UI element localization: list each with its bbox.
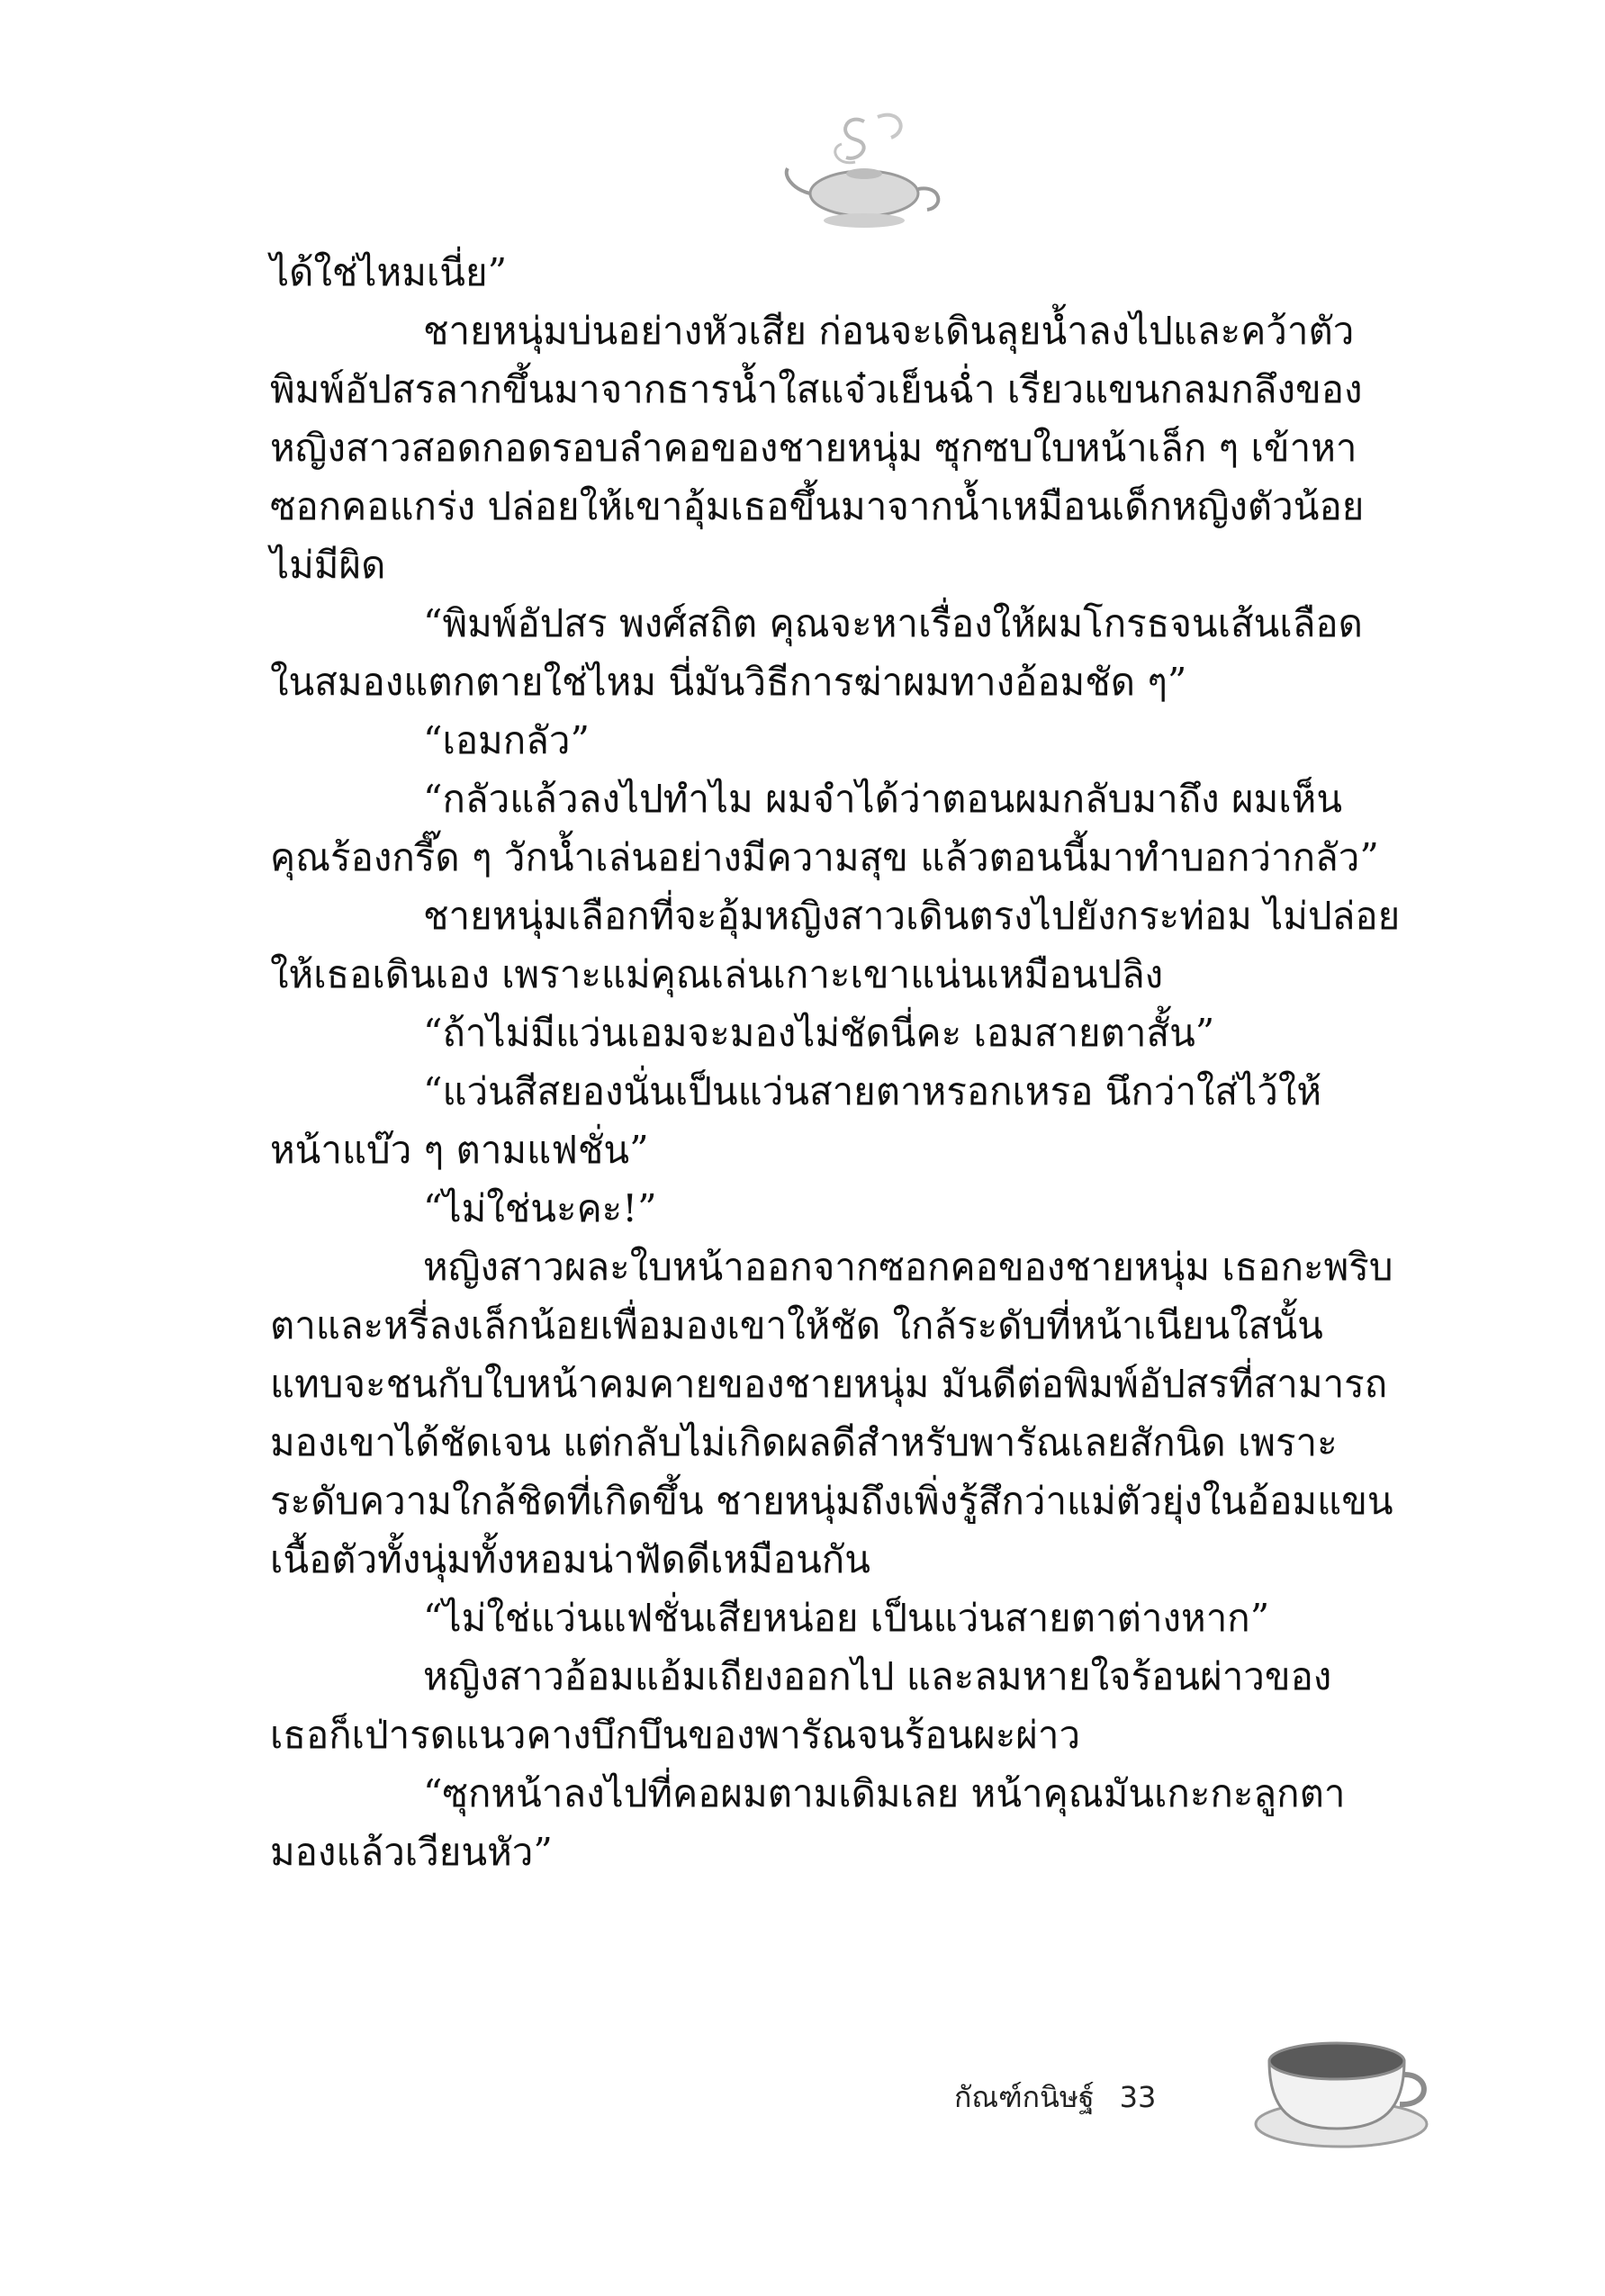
text-line: หญิงสาวอ้อมแอ้มเถียงออกไป และลมหายใจร้อนผ่าวของ — [423, 1654, 1332, 1698]
text-line: หน้าแบ๊ว ๆ ตามแฟชั่น” — [270, 1128, 649, 1172]
text-line: ได้ใช่ไหมเนี่ย” — [270, 250, 508, 294]
text-line: “กลัวแล้วลงไปทำไม ผมจำได้ว่าตอนผมกลับมาถึง ผมเห็น — [423, 777, 1343, 821]
text-line: พิมพ์อัปสรลากขึ้นมาจากธารน้ำใสแจ๋วเย็นฉ่ำ เรียวแขนกลมกลึงของ — [270, 367, 1363, 411]
text-line: มองเขาได้ชัดเจน แต่กลับไม่เกิดผลดีสำหรับพารัณเลยสักนิด เพราะ — [270, 1420, 1338, 1464]
text-line: ระดับความใกล้ชิดที่เกิดขึ้น ชายหนุ่มถึงเพิ่งรู้สึกว่าแม่ตัวยุ่งในอ้อมแขน — [270, 1479, 1393, 1523]
body-text — [270, 243, 1401, 1881]
book-title: กัณฑ์กนิษฐ์ — [954, 2079, 1095, 2114]
text-line: “ถ้าไม่มีแว่นเอมจะมองไม่ชัดนี่คะ เอมสายตาสั้น” — [423, 1011, 1215, 1055]
text-line: “ซุกหน้าลงไปที่คอผมตามเดิมเลย หน้าคุณมันเกะกะลูกตา — [423, 1771, 1346, 1815]
text-line: ชายหนุ่มบ่นอย่างหัวเสีย ก่อนจะเดินลุยน้ำลงไปและคว้าตัว — [423, 309, 1355, 353]
text-line: คุณร้องกรี๊ด ๆ วักน้ำเล่นอย่างมีความสุข แล้วตอนนี้มาทำบอกว่ากลัว” — [270, 835, 1379, 879]
text-line: หญิงสาวสอดกอดรอบลำคอของชายหนุ่ม ซุกซบใบหน้าเล็ก ๆ เข้าหา — [270, 426, 1357, 470]
text-line: “เอมกลัว” — [423, 718, 590, 762]
text-line: ตาและหรี่ลงเล็กน้อยเพื่อมองเขาให้ชัด ใกล้ระดับที่หน้าเนียนใสนั้น — [270, 1303, 1323, 1347]
text-line: “ไม่ใช่นะคะ!” — [423, 1186, 657, 1230]
page-footer — [954, 2070, 1156, 2124]
text-line: มองแล้วเวียนหัว” — [270, 1830, 553, 1874]
text-line: เธอก็เป่ารดแนวคางบึกบึนของพารัณจนร้อนผะผ่าว — [270, 1713, 1081, 1757]
text-line: แทบจะชนกับใบหน้าคมคายของชายหนุ่ม มันดีต่อพิมพ์อัปสรที่สามารถ — [270, 1362, 1388, 1406]
text-line: ซอกคอแกร่ง ปล่อยให้เขาอุ้มเธอขึ้นมาจากน้ำเหมือนเด็กหญิงตัวน้อย — [270, 484, 1365, 528]
text-line: หญิงสาวผละใบหน้าออกจากซอกคอของชายหนุ่ม เธอกะพริบ — [423, 1245, 1393, 1289]
text-line: ไม่มีผิด — [270, 543, 386, 587]
text-line: “ไม่ใช่แว่นแฟชั่นเสียหน่อย เป็นแว่นสายตาต่างหาก” — [423, 1596, 1270, 1640]
text-line: ชายหนุ่มเลือกที่จะอุ้มหญิงสาวเดินตรงไปยังกระท่อม ไม่ปล่อย — [423, 894, 1401, 938]
teapot-icon — [774, 104, 954, 239]
coffee-cup-icon — [1251, 2025, 1431, 2151]
page-number: 33 — [1119, 2080, 1157, 2114]
text-line: เนื้อตัวทั้งนุ่มทั้งหอมน่าฟัดดีเหมือนกัน — [270, 1537, 870, 1581]
text-line: ในสมองแตกตายใช่ไหม นี่มันวิธีการฆ่าผมทางอ้อมชัด ๆ” — [270, 660, 1187, 704]
text-line: ให้เธอเดินเอง เพราะแม่คุณเล่นเกาะเขาแน่นเหมือนปลิง — [270, 952, 1164, 996]
text-line: “แว่นสีสยองนั่นเป็นแว่นสายตาหรอกเหรอ นึกว่าใส่ไว้ให้ — [423, 1069, 1322, 1113]
text-line: “พิมพ์อัปสร พงศ์สถิต คุณจะหาเรื่องให้ผมโกรธจนเส้นเลือด — [423, 601, 1363, 645]
